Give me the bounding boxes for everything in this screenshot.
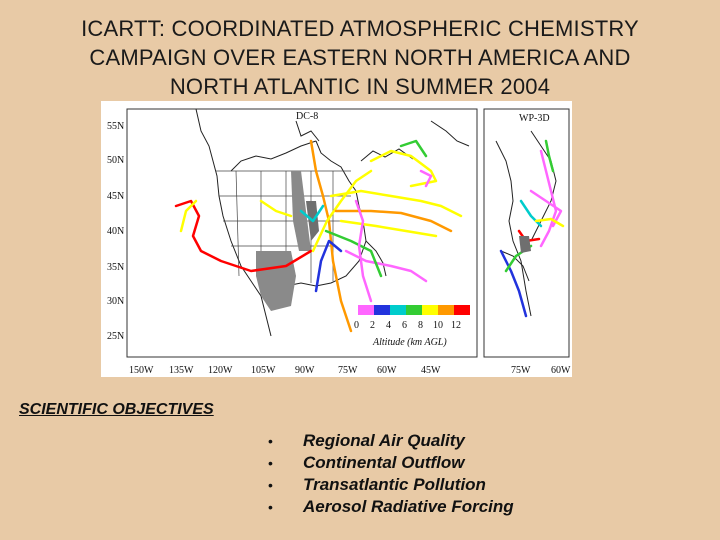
objective-text: Transatlantic Pollution [303,475,486,494]
altitude-tick-0: 0 [354,320,359,331]
wp3d-panel-label: WP-3D [519,113,550,124]
slide-title [0,14,720,101]
lon-label-150w: 150W [129,365,154,376]
wp3d-panel-frame [484,109,569,357]
bullet-icon: • [268,477,273,493]
lat-label-25n: 25N [107,331,125,342]
lon-label-right-75w: 75W [511,365,531,376]
lon-label-75w: 75W [338,365,358,376]
lat-label-55n: 55N [107,121,125,132]
shaded-region [256,171,319,311]
dc8-flight-tracks [176,141,461,331]
flight-track-map [101,101,572,377]
altitude-tick-6: 6 [402,320,407,331]
wp3d-shaded-region [519,236,531,253]
bullet-icon: • [268,499,273,515]
map-graphic [101,101,572,377]
title-line-3: NORTH ATLANTIC IN SUMMER 2004 [169,74,551,99]
lat-label-35n: 35N [107,262,125,273]
lon-label-120w: 120W [208,365,233,376]
dc8-panel-label: DC-8 [296,111,319,122]
bullet-icon: • [268,455,273,471]
altitude-tick-2: 2 [370,320,375,331]
title-line-1: ICARTT: COORDINATED ATMOSPHERIC CHEMISTRY [81,16,639,41]
bullet-icon: • [268,433,273,449]
objective-text: Continental Outflow [303,453,465,472]
altitude-tick-10: 10 [433,320,443,331]
lon-label-90w: 90W [295,365,315,376]
altitude-color-bar [358,305,470,315]
objective-item [268,430,514,452]
objective-text: Regional Air Quality [303,431,465,450]
altitude-scale-title: Altitude (km AGL) [373,337,447,348]
lon-label-135w: 135W [169,365,194,376]
objectives-list [268,430,514,518]
title-line-2: CAMPAIGN OVER EASTERN NORTH AMERICA AND [89,45,631,70]
coastline-outline [196,109,469,336]
objective-item [268,496,514,518]
lat-label-40n: 40N [107,226,125,237]
wp3d-coastline [496,131,556,316]
objective-item [268,452,514,474]
objectives-heading: SCIENTIFIC OBJECTIVES [19,401,214,418]
altitude-tick-4: 4 [386,320,391,331]
lat-label-50n: 50N [107,155,125,166]
objective-text: Aerosol Radiative Forcing [303,497,514,516]
lon-label-105w: 105W [251,365,276,376]
lat-label-30n: 30N [107,296,125,307]
altitude-tick-8: 8 [418,320,423,331]
objective-item [268,474,514,496]
lon-label-45w: 45W [421,365,441,376]
lat-label-45n: 45N [107,191,125,202]
lon-label-right-60w: 60W [551,365,571,376]
lon-label-60w: 60W [377,365,397,376]
altitude-tick-12: 12 [451,320,461,331]
